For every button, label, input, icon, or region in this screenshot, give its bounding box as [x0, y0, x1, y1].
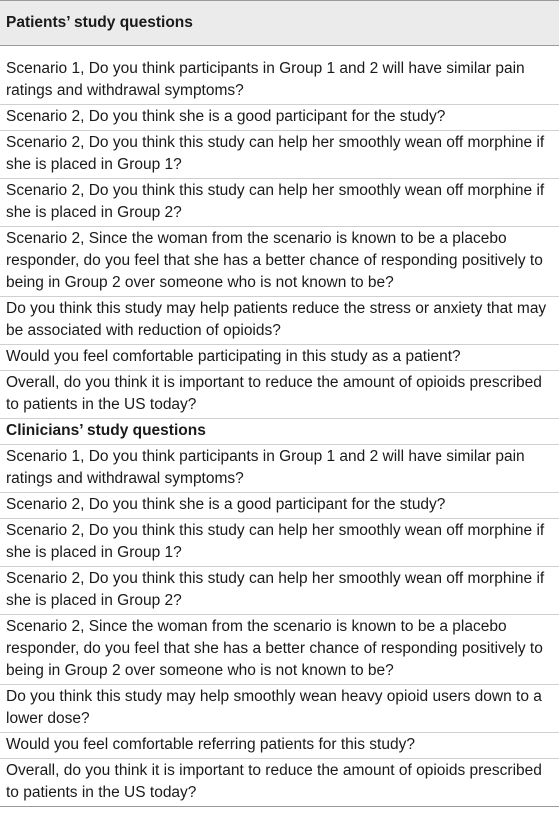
clinician-question-3: Scenario 2, Do you think this study can help her smoothly wean off morphine if she is placed in Group 1?: [0, 519, 559, 567]
patient-question-4: Scenario 2, Do you think this study can help her smoothly wean off morphine if she is placed in Group 2?: [0, 179, 559, 227]
patient-question-1: Scenario 1, Do you think participants in Group 1 and 2 will have similar pain ratings and withdrawal symptoms?: [0, 57, 559, 105]
clinician-question-7: Would you feel comfortable referring patients for this study?: [0, 733, 559, 759]
clinicians-section-header: Clinicians’ study questions: [0, 419, 559, 445]
clinician-question-4: Scenario 2, Do you think this study can help her smoothly wean off morphine if she is placed in Group 2?: [0, 567, 559, 615]
patient-question-6: Do you think this study may help patients reduce the stress or anxiety that may be associated with reduction of opioids?: [0, 297, 559, 345]
clinician-question-2: Scenario 2, Do you think she is a good participant for the study?: [0, 493, 559, 519]
clinician-question-8: Overall, do you think it is important to reduce the amount of opioids prescribed to patients in the US today?: [0, 759, 559, 807]
patient-question-7: Would you feel comfortable participating in this study as a patient?: [0, 345, 559, 371]
clinician-question-1: Scenario 1, Do you think participants in Group 1 and 2 will have similar pain ratings and withdrawal symptoms?: [0, 445, 559, 493]
patient-question-5: Scenario 2, Since the woman from the scenario is known to be a placebo responder, do you feel that she has a better chance of responding positively to being in Group 2 over someone who is not known to be?: [0, 227, 559, 297]
patient-question-3: Scenario 2, Do you think this study can help her smoothly wean off morphine if she is placed in Group 1?: [0, 131, 559, 179]
clinician-question-6: Do you think this study may help smoothly wean heavy opioid users down to a lower dose?: [0, 685, 559, 733]
clinician-question-5: Scenario 2, Since the woman from the scenario is known to be a placebo responder, do you feel that she has a better chance of responding positively to being in Group 2 over someone who is not known to be?: [0, 615, 559, 685]
table-header: Patients’ study questions: [0, 0, 559, 46]
table-body: [0, 46, 559, 807]
patient-question-8: Overall, do you think it is important to reduce the amount of opioids prescribed to patients in the US today?: [0, 371, 559, 419]
patient-question-2: Scenario 2, Do you think she is a good participant for the study?: [0, 105, 559, 131]
